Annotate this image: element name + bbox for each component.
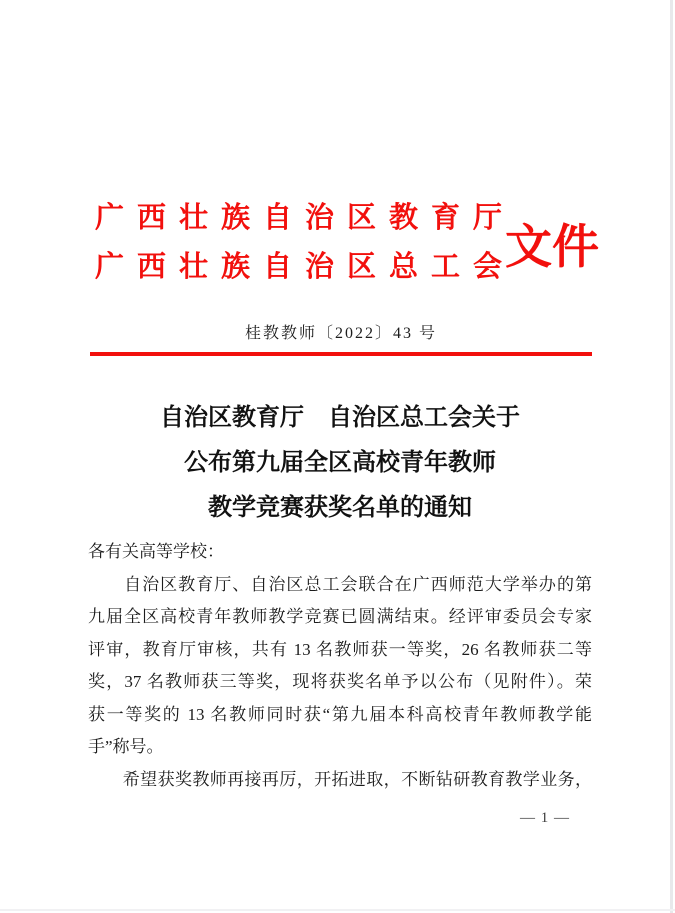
body-line: 各有关高等学校： <box>88 542 224 561</box>
body-line: 获一等奖的 13 名教师同时获“第九届本科高校青年教师教学能 <box>88 704 592 724</box>
letterhead <box>95 194 599 292</box>
body-line: 自治区教育厅、自治区总工会联合在广西师范大学举办的第 <box>88 574 592 594</box>
body-line: 评审，教育厅审核，共有 13 名教师获一等奖，26 名教师获二等 <box>88 639 592 659</box>
page-number: — 1 — <box>520 810 570 826</box>
body-line: 奖，37 名教师获三等奖，现将获奖名单予以公布（见附件）。荣 <box>88 672 592 691</box>
title-line-1: 自治区教育厅 自治区总工会关于 <box>160 405 520 431</box>
letterhead-line-1: 广西壮族自治区教育厅 <box>95 202 516 234</box>
letterhead-document-word: 文件 <box>505 221 600 274</box>
body-line: 手”称号。 <box>88 737 164 756</box>
scan-edge-bottom <box>0 909 675 911</box>
body-line: 希望获奖教师再接再厉，开拓进取，不断钻研教育教学业务， <box>88 769 592 789</box>
letterhead-org-names <box>95 194 515 292</box>
document-number: 桂教教师〔2022〕43 号 <box>244 325 437 342</box>
body-line: 九届全区高校青年教师教学竞赛已圆满结束。经评审委员会专家 <box>88 607 592 626</box>
body-text <box>88 536 592 796</box>
title-line-3: 教学竞赛获奖名单的通知 <box>208 495 472 521</box>
scan-edge-right <box>670 0 673 913</box>
document-title <box>70 396 610 531</box>
title-line-2: 公布第九届全区高校青年教师 <box>184 450 496 476</box>
letterhead-line-2: 广西壮族自治区总工会 <box>95 251 516 283</box>
red-separator-line <box>90 352 592 356</box>
